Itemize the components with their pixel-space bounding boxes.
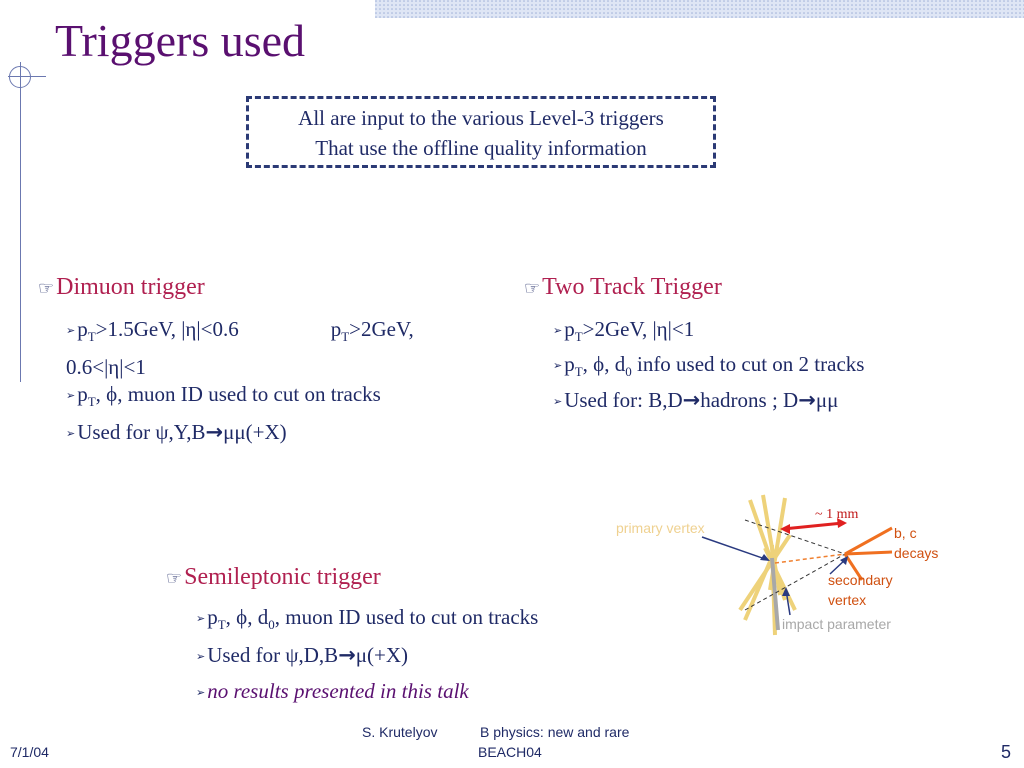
arrow-bullet-icon: ➢ (553, 359, 563, 373)
dimuon-cut-1: >1.5GeV, |η|<0.6 (95, 317, 239, 341)
page-number: 5 (1001, 742, 1012, 762)
footer-talk: B physics: new and rare (480, 724, 630, 740)
dimuon-used-for: Used for ψ,Y,B (77, 420, 206, 444)
pt-sub: T (217, 617, 226, 633)
d0-sub: 0 (268, 617, 275, 633)
semi-text-a: , ϕ, d (225, 605, 269, 629)
dimuon-bullet-2 (66, 379, 381, 417)
pt-label: p (330, 317, 342, 341)
pt-sub: T (341, 329, 350, 345)
twotrack-text-a: , ϕ, d (582, 352, 626, 376)
pt-sub: T (87, 394, 96, 410)
twotrack-hadrons: hadrons ; D (700, 388, 799, 412)
pt-label: p (564, 352, 575, 376)
right-arrow-icon: → (205, 420, 224, 444)
flight-line (775, 554, 845, 563)
dimuon-bullet-1 (66, 314, 496, 382)
semi-text-b: , muon ID used to cut on tracks (274, 605, 539, 629)
primary-vertex-label: primary vertex (616, 520, 705, 536)
pt-label: p (77, 317, 88, 341)
footer-conf: BEACH04 (478, 744, 542, 760)
mm-arrow (783, 523, 843, 529)
arrow-bullet-icon: ➢ (196, 612, 206, 626)
semi-bullet-2 (196, 640, 408, 672)
dimuon-heading-text: Dimuon trigger (56, 274, 205, 300)
dimuon-bullet-3 (66, 417, 287, 449)
twotrack-bullet-3 (553, 385, 838, 417)
semi-bullet-3 (196, 676, 469, 708)
arrow-bullet-icon: ➢ (66, 324, 76, 338)
pt-label: p (207, 605, 218, 629)
arrow-bullet-icon: ➢ (66, 427, 76, 441)
dimuon-final-state: μμ(+X) (223, 420, 287, 444)
note-box (246, 96, 716, 168)
twotrack-mumu: μμ (815, 388, 839, 412)
arrow-bullet-icon: ➢ (553, 395, 563, 409)
semi-final-state: μ(+X) (355, 643, 409, 667)
footer-date: 7/1/04 (10, 744, 49, 760)
twotrack-heading (524, 274, 722, 301)
decays-label: decays (894, 545, 939, 561)
bc-label: b, c (894, 525, 917, 541)
dimuon-heading (38, 274, 205, 301)
d0-sub: 0 (625, 364, 632, 380)
right-arrow-icon: → (338, 643, 356, 667)
twotrack-bullet-2 (553, 349, 864, 387)
pointing-hand-icon: ☞ (166, 568, 183, 589)
arrow-bullet-icon: ➢ (196, 686, 206, 700)
dimuon-text-2: , ϕ, muon ID used to cut on tracks (95, 382, 381, 406)
twotrack-text-b: info used to cut on 2 tracks (631, 352, 865, 376)
secondary-label: secondary (828, 572, 893, 588)
twotrack-heading-text: Two Track Trigger (542, 274, 722, 300)
footer-author: S. Krutelyov (362, 724, 438, 740)
right-arrow-icon: → (798, 388, 816, 412)
decor-vertical-line (20, 62, 21, 382)
semi-note: no results presented in this talk (207, 679, 469, 703)
twotrack-cut: >2GeV, |η|<1 (582, 317, 695, 341)
note-line-2: That use the offline quality information (315, 136, 647, 160)
pt-sub: T (574, 329, 583, 345)
pt-sub: T (574, 364, 583, 380)
pointer-line (702, 537, 768, 560)
arrow-bullet-icon: ➢ (196, 650, 206, 664)
semi-heading-text: Semileptonic trigger (184, 564, 381, 590)
primary-tracks (740, 495, 795, 635)
slide-title: Triggers used (55, 15, 306, 66)
decor-circle (9, 66, 31, 88)
header-pattern-band (375, 0, 1024, 18)
right-arrow-icon: → (682, 388, 701, 412)
twotrack-bullet-1 (553, 314, 694, 352)
pointing-hand-icon: ☞ (38, 278, 55, 299)
arrow-bullet-icon: ➢ (66, 389, 76, 403)
note-line-1: All are input to the various Level-3 triggers (298, 106, 664, 130)
semi-used-for: Used for ψ,D,B (207, 643, 339, 667)
impact-parameter-label: impact parameter (782, 616, 891, 632)
semi-bullet-1 (196, 602, 538, 640)
pt-label: p (77, 382, 88, 406)
mm-label: ~ 1 mm (815, 507, 859, 522)
pt-label: p (564, 317, 575, 341)
vertex-label: vertex (828, 592, 867, 608)
semi-heading (166, 564, 381, 591)
dimuon-cut-3: 0.6<|η|<1 (66, 355, 146, 380)
arrow-bullet-icon: ➢ (553, 324, 563, 338)
dimuon-cut-2: >2GeV, (349, 317, 414, 341)
pt-sub: T (87, 329, 96, 345)
twotrack-used-for: Used for: B,D (564, 388, 683, 412)
pointing-hand-icon: ☞ (524, 278, 541, 299)
